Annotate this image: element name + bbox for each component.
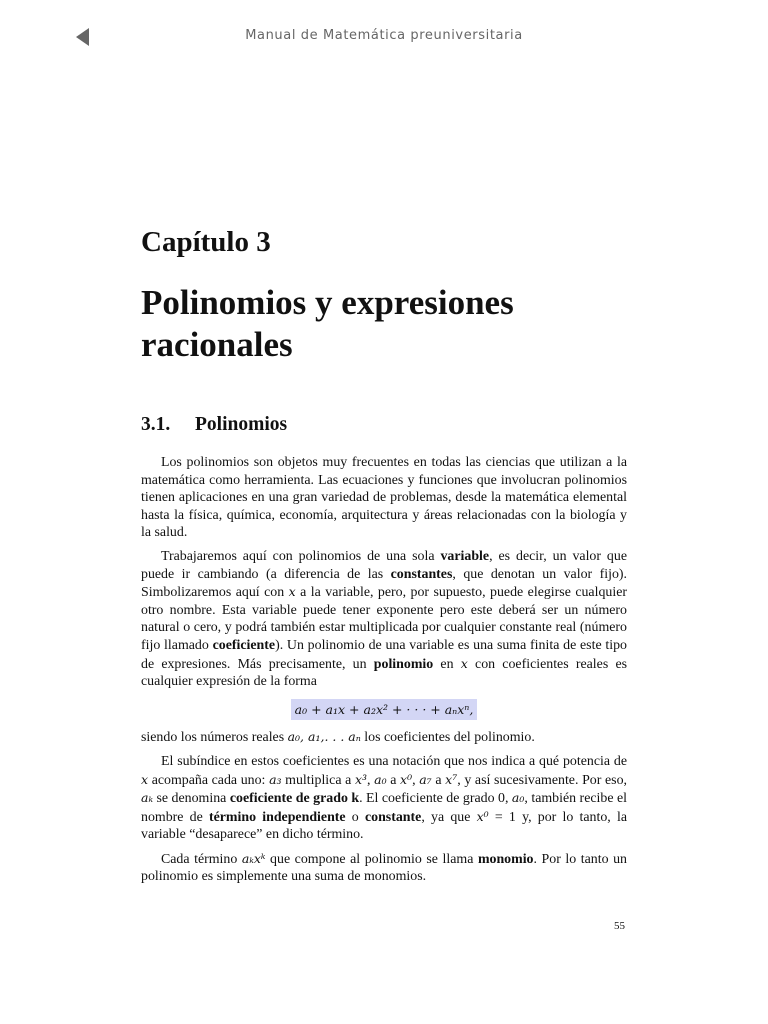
- page-number: 55: [614, 920, 625, 932]
- chapter-label: Capítulo 3: [141, 226, 271, 258]
- top-bar: [0, 0, 768, 70]
- paragraph-1: Los polinomios son objetos muy frecuentes en todas las ciencias que utilizan a la matemática como herramienta. Las ecuaciones y funciones que involucran polinomios tienen aplicaciones en una gran variedad de problemas, desde la matemática elemental hasta la física, química, economía, arquitectura y áreas relacionadas con la biología y la salud.: [141, 455, 627, 541]
- paragraph-4: El subíndice en estos coeficientes es una notación que nos indica a qué potencia de x acompaña cada uno: a₃ multiplica a x³, a₀ a x⁰, a₇ a x⁷, y así sucesivamente. Por eso, aₖ se denomina coeficiente de grado k. El coeficiente de grado 0, a₀, también recibe el nombre de término independiente o constante, ya que x⁰ = 1 y, por lo tanto, la variable “desaparece” en dicho término.: [141, 753, 628, 843]
- formula-container: [141, 699, 627, 721]
- paragraph-2: Trabajaremos aquí con polinomios de una sola variable, es decir, un valor que puede ir cambiando (a diferencia de las constantes, que denotan un valor fijo). Simbolizaremos aquí con x a la variable, pero, por supuesto, puede elegirse cualquier otro nombre. Esta variable puede tener exponente pero este deberá ser un número natural o cero, y podrá también estar multiplicada por cualquier constante real (número fijo llamado coeficiente). Un polinomio de una variable es una suma finita de este tipo de expresiones. Más precisamente, un polinomio en x con coeficientes reales es cualquier expresión de la forma: [141, 548, 628, 690]
- body-text: [141, 454, 627, 886]
- document-title: Manual de Matemática preuniversitaria: [245, 28, 523, 43]
- paragraph-3: siendo los números reales a₀, a₁,. . . aₙ los coeficientes del polinomio.: [141, 729, 535, 746]
- page-content: [141, 222, 627, 892]
- section-number: 3.1.: [141, 414, 171, 435]
- section-heading: [141, 412, 627, 438]
- chapter-title: Polinomios y expresiones racionales: [141, 283, 514, 364]
- polynomial-formula[interactable]: a₀ + a₁x + a₂x² + · · · + aₙxⁿ,: [291, 699, 478, 721]
- section-title: Polinomios: [195, 414, 288, 435]
- paragraph-5: Cada término aₖxᵏ que compone al polinomio se llama monomio. Por lo tanto un polinomio es simplemente una suma de monomios.: [141, 850, 627, 885]
